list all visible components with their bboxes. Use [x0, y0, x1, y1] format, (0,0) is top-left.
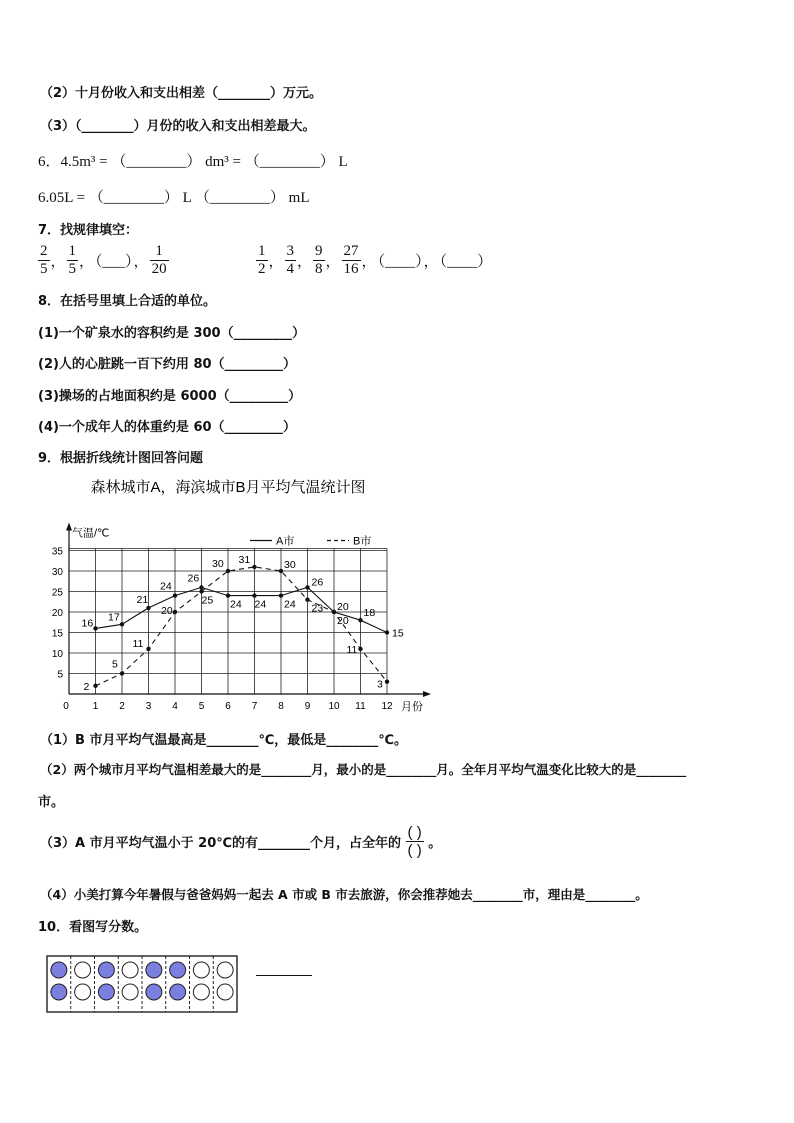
y-tick-label: 10 — [51, 649, 63, 660]
x-tick-label: 10 — [328, 701, 340, 712]
data-label-a: 24 — [284, 598, 296, 611]
x-tick-label: 3 — [145, 701, 152, 712]
x-tick-label: 0 — [63, 701, 69, 712]
data-point-a — [199, 585, 203, 589]
filled-circle — [170, 962, 186, 978]
data-point-b — [358, 647, 362, 651]
empty-circle — [75, 984, 91, 1000]
y-tick-label: 15 — [51, 628, 63, 640]
chart-title: 森林城市A，海滨城市B月平均气温统计图 — [90, 479, 366, 496]
q9-sub3-end: 。 — [428, 836, 442, 851]
data-point-b — [385, 680, 389, 684]
data-point-a — [279, 593, 283, 597]
filled-circle — [170, 984, 186, 1000]
x-tick-label: 5 — [198, 701, 205, 712]
seq2-fraction — [313, 243, 325, 278]
data-point-a — [358, 618, 362, 622]
data-label-b: 11 — [132, 637, 144, 650]
legend-label-a: A市 — [276, 535, 295, 548]
data-point-a — [385, 630, 389, 634]
q5-part2: （2）十月份收入和支出相差（________）万元。 — [40, 86, 323, 101]
empty-circle — [75, 962, 91, 978]
q8-item-3: (3)操场的占地面积约是 6000（_________） — [38, 389, 302, 404]
y-tick-label: 25 — [51, 587, 63, 599]
data-point-b — [199, 589, 203, 593]
data-point-b — [305, 598, 309, 602]
data-label-a: 24 — [230, 598, 242, 611]
seq1-blank: （___） — [95, 254, 133, 270]
y-tick-label: 30 — [51, 567, 63, 578]
q6-line1: 6．4.5m³ = （________） dm³ = （________） L — [38, 154, 348, 170]
x-tick-label: 11 — [355, 701, 366, 712]
data-label-a: 15 — [392, 627, 404, 640]
filled-circle — [51, 962, 67, 978]
q9-title: 9．根据折线统计图回答问题 — [38, 451, 204, 466]
fraction-numerator: 1 — [258, 243, 266, 259]
y-tick-label: 5 — [57, 669, 63, 681]
data-label-a: 21 — [136, 593, 149, 606]
x-tick-label: 12 — [381, 701, 393, 712]
seq2-comma: ， — [361, 254, 377, 270]
data-label-a: 18 — [363, 607, 376, 620]
x-axis-label: 月份 — [401, 701, 423, 713]
q9-sub3-fraction — [406, 824, 424, 859]
q9-sub2b: 市。 — [38, 795, 65, 810]
y-tick-label: 20 — [51, 608, 63, 619]
data-point-b — [146, 647, 150, 651]
data-point-b — [252, 565, 256, 569]
empty-circle — [193, 984, 209, 1000]
q7-seq1 — [38, 243, 169, 278]
data-label-b: 5 — [112, 658, 118, 671]
fraction-denominator: 5 — [68, 261, 77, 277]
empty-circle — [122, 984, 138, 1000]
data-label-a: 16 — [81, 617, 94, 630]
data-point-b — [93, 684, 97, 688]
filled-circle — [146, 984, 162, 1000]
data-label-b: 3 — [377, 678, 383, 691]
data-label-b: 30 — [212, 558, 224, 570]
empty-circle — [193, 962, 209, 978]
seq2-comma: ， — [297, 254, 313, 270]
q8-item-4: (4)一个成年人的体重约是 60（_________） — [38, 420, 297, 435]
fraction-numerator: 3 — [286, 243, 295, 259]
data-label-b: 20 — [337, 615, 349, 627]
seq1-fraction — [38, 243, 50, 278]
y-tick-label: 35 — [51, 546, 63, 558]
filled-circle — [51, 984, 67, 1000]
fraction-denominator: 2 — [258, 261, 266, 277]
q9-sub3-text: （3）A 市月平均气温小于 20℃的有________个月，占全年的 — [40, 836, 401, 851]
data-label-b: 25 — [201, 594, 214, 607]
data-label-b: 31 — [238, 553, 251, 566]
data-label-b: 2 — [83, 680, 90, 693]
q10-answer-blank — [256, 975, 312, 976]
data-point-a — [226, 593, 230, 597]
empty-circle — [217, 984, 233, 1000]
q6-line2: 6.05L = （________） L （________） mL — [38, 190, 310, 206]
q8-title: 8．在括号里填上合适的单位。 — [38, 294, 217, 309]
fraction-denominator: 16 — [343, 261, 359, 277]
filled-circle — [98, 984, 114, 1000]
fraction-numerator: 27 — [343, 243, 359, 259]
q8-item-2: (2)人的心脏跳一百下约用 80（_________） — [38, 357, 297, 372]
empty-circle — [217, 962, 233, 978]
fraction-denominator: ( ) — [407, 842, 422, 859]
temperature-line-chart — [40, 472, 440, 717]
seq1-fraction — [150, 243, 169, 278]
filled-circle — [98, 962, 114, 978]
x-tick-label: 9 — [304, 701, 311, 712]
data-point-a — [173, 593, 177, 597]
fraction-numerator: 2 — [40, 243, 48, 259]
seq1-comma: ， — [133, 254, 149, 270]
data-point-a — [93, 626, 97, 630]
q9-sub1: （1）B 市月平均气温最高是________℃，最低是________℃。 — [40, 733, 407, 748]
q10-title: 10．看图写分数。 — [38, 920, 148, 935]
x-tick-label: 6 — [225, 701, 231, 712]
q9-sub4: （4）小美打算今年暑假与爸爸妈妈一起去 A 市或 B 市去旅游，你会推荐她去________市，理由是________。 — [40, 887, 648, 902]
fraction-denominator: 5 — [40, 261, 48, 277]
x-tick-label: 4 — [172, 701, 178, 712]
empty-circle — [122, 962, 138, 978]
q7-seq2 — [256, 243, 492, 278]
seq2-fraction — [342, 243, 361, 278]
fraction-denominator: 20 — [151, 261, 167, 277]
seq1-comma: ， — [50, 254, 66, 270]
filled-circle — [146, 962, 162, 978]
data-point-a — [252, 593, 256, 597]
y-axis-label: 气温/℃ — [72, 527, 110, 540]
seq2-comma: ， — [423, 254, 439, 270]
data-label-b: 30 — [284, 559, 296, 571]
x-tick-label: 1 — [92, 701, 99, 712]
seq1-fraction — [67, 243, 79, 278]
data-point-a — [305, 585, 309, 589]
data-label-a: 26 — [311, 576, 324, 589]
data-label-b: 20 — [161, 605, 173, 617]
data-label-a: 24 — [254, 598, 267, 611]
legend-label-b: B市 — [353, 535, 372, 548]
seq2-fraction — [285, 243, 297, 278]
q9-sub3 — [40, 824, 441, 859]
data-point-b — [279, 569, 283, 573]
data-point-b — [226, 569, 230, 573]
q7-title: 7．找规律填空： — [38, 223, 139, 238]
seq2-comma: ， — [325, 254, 341, 270]
q5-part3: （3）（________）月份的收入和支出相差最大。 — [40, 119, 316, 134]
data-label-a: 20 — [337, 601, 349, 613]
seq2-fraction — [256, 243, 268, 278]
fraction-numerator: 1 — [150, 243, 169, 261]
seq1-comma: ， — [79, 254, 95, 270]
seq2-comma: ， — [268, 254, 284, 270]
fraction-denominator: 4 — [286, 261, 295, 277]
data-point-b — [173, 610, 177, 614]
data-label-b: 11 — [346, 643, 358, 656]
data-label-a: 24 — [160, 580, 172, 593]
data-label-a: 17 — [108, 611, 120, 624]
seq2-blank: （____） — [377, 254, 423, 270]
fraction-numerator: 1 — [68, 243, 77, 259]
data-label-a: 26 — [187, 572, 200, 585]
data-point-b — [332, 610, 336, 614]
x-tick-label: 7 — [251, 701, 258, 712]
data-point-b — [120, 671, 124, 675]
fraction-denominator: 8 — [315, 261, 323, 277]
seq2-blank: （____） — [439, 254, 493, 270]
q9-sub2a: （2）两个城市月平均气温相差最大的是________月，最小的是________月。全年月平均气温变化比较大的是________ — [40, 762, 687, 777]
fraction-numerator: ( ) — [407, 824, 422, 841]
fraction-numerator: 9 — [315, 243, 323, 259]
fraction-dot-grid — [46, 955, 246, 1013]
data-label-b: 23 — [311, 602, 324, 615]
x-tick-label: 2 — [119, 701, 125, 712]
data-point-a — [146, 606, 150, 610]
x-axis-arrow — [423, 691, 431, 697]
data-point-a — [120, 622, 124, 626]
q8-item-1: (1)一个矿泉水的容积约是 300（_________） — [38, 326, 306, 341]
x-tick-label: 8 — [278, 701, 284, 712]
